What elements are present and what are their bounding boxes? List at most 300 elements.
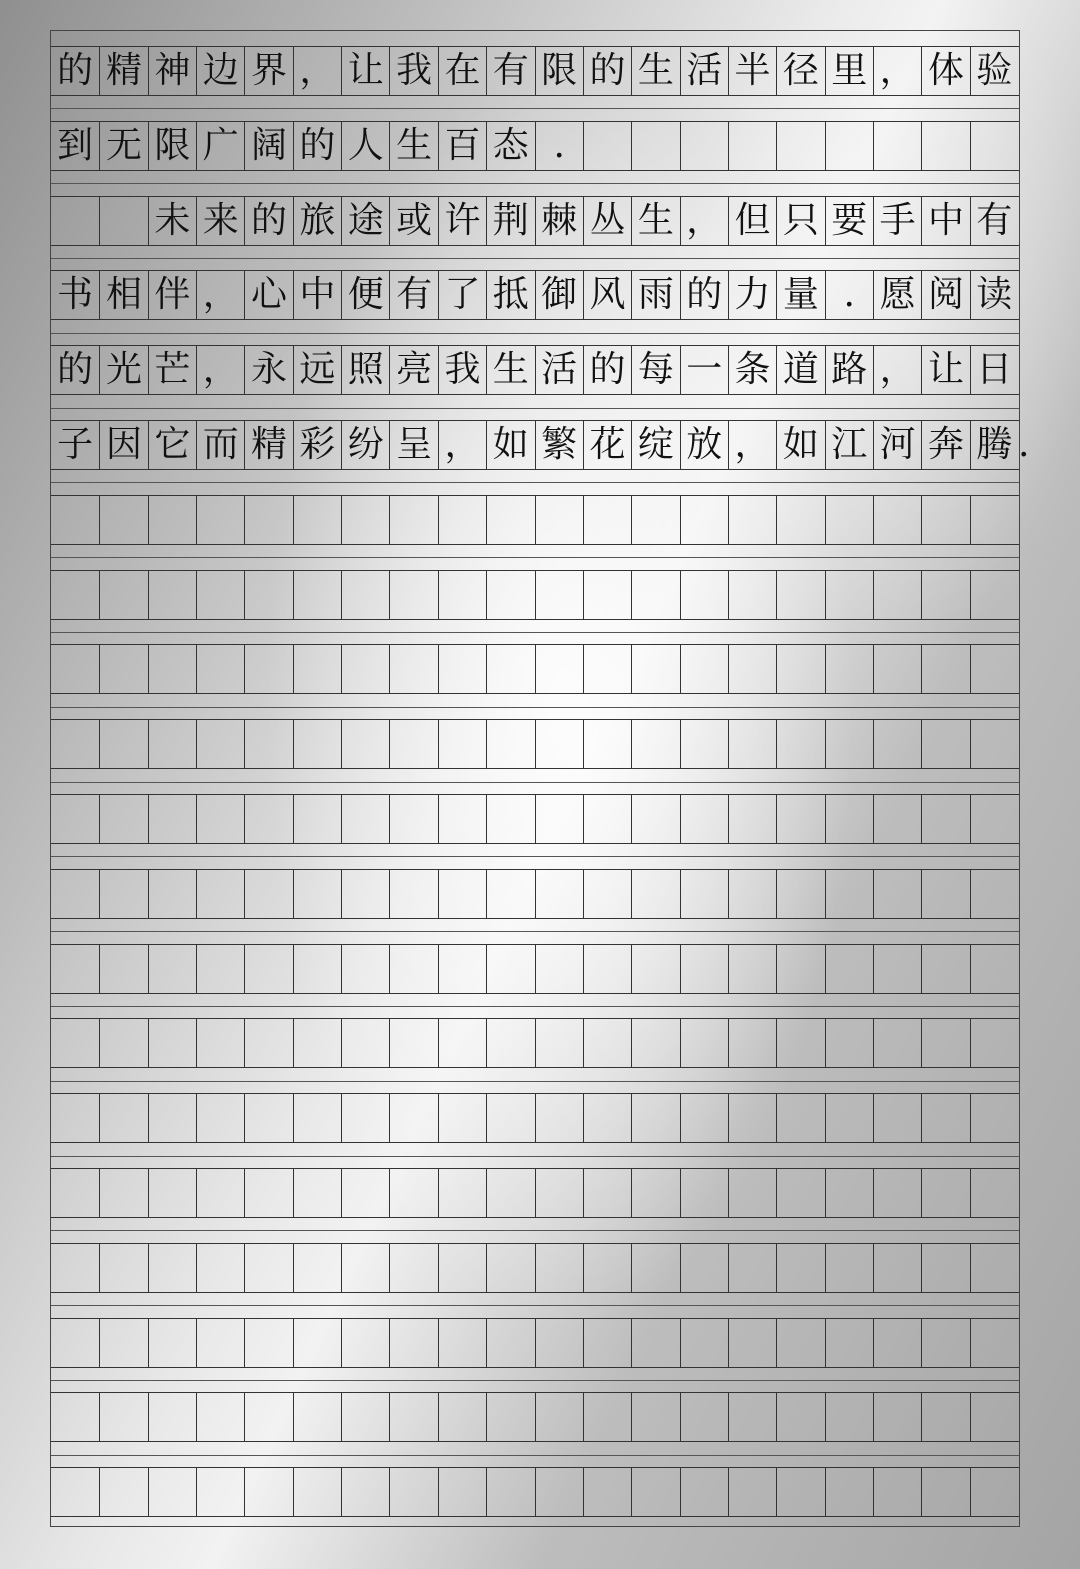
grid-cell: 阅 [921,271,969,319]
grid-cell [99,571,147,619]
grid-cell [535,1094,583,1142]
grid-cell [438,1244,486,1292]
grid-cell [486,945,534,993]
grid-cell [631,1169,679,1217]
grid-cell: 旅 [293,197,341,245]
grid-cell [99,1169,147,1217]
grid-cell [728,870,776,918]
writing-grid-paper [50,30,1020,1527]
grid-cell [196,1169,244,1217]
grid-cell [51,496,99,544]
grid-cell [99,1244,147,1292]
grid-cell [148,720,196,768]
grid-cell [99,1468,147,1516]
grid-cell: . [825,271,873,319]
grid-cell [776,571,824,619]
grid-cell [970,496,1018,544]
grid-cell [583,496,631,544]
grid-cell [99,1094,147,1142]
grid-cell: 神 [148,47,196,95]
grid-cell: 读 [970,271,1018,319]
grid-cell: 有 [389,271,437,319]
grid-cell [486,496,534,544]
grid-cell [728,1468,776,1516]
grid-cell [583,1319,631,1367]
grid-cell [631,870,679,918]
grid-cell [51,870,99,918]
grid-cell [680,720,728,768]
grid-cell [921,1019,969,1067]
grid-cell [148,870,196,918]
grid-cell [970,1393,1018,1441]
grid-cell: 如 [486,421,534,469]
grid-cell [196,945,244,993]
grid-cell [970,122,1018,170]
grid-cell [680,1244,728,1292]
grid-cell [776,795,824,843]
grid-cell [341,496,389,544]
grid-cell: 繁 [535,421,583,469]
grid-cell [389,945,437,993]
grid-cell [825,1468,873,1516]
grid-cell: 日 [970,346,1018,394]
grid-cell: 让 [341,47,389,95]
grid-cell [486,795,534,843]
grid-cell: 相 [99,271,147,319]
grid-cell: ， [680,197,728,245]
grid-cell [341,1244,389,1292]
grid-cell [680,645,728,693]
grid-cell [825,1393,873,1441]
grid-cell [293,870,341,918]
grid-row [51,1168,1019,1218]
grid-cell [776,496,824,544]
grid-cell [921,496,969,544]
grid-row [51,570,1019,620]
grid-cell [148,945,196,993]
grid-cell [293,1319,341,1367]
grid-cell [389,1319,437,1367]
grid-cell: ， [196,346,244,394]
grid-cell [438,1094,486,1142]
grid-cell [631,1319,679,1367]
grid-cell: 我 [389,47,437,95]
grid-cell [680,945,728,993]
grid-cell: 了 [438,271,486,319]
grid-cell: 纷 [341,421,389,469]
grid-cell [341,1019,389,1067]
grid-cell [873,795,921,843]
grid-cell [244,870,292,918]
grid-cell [196,720,244,768]
grid-cell [970,1319,1018,1367]
grid-cell [970,1468,1018,1516]
grid-cell [244,1019,292,1067]
grid-cell: 的 [57,349,94,391]
row-spacer-line [51,408,1019,409]
grid-cell: 道 [776,346,824,394]
grid-cell [921,645,969,693]
grid-cell [921,1393,969,1441]
grid-cell [51,571,99,619]
grid-cell: 态 [486,122,534,170]
grid-cell: 生 [631,47,679,95]
grid-cell [970,1019,1018,1067]
row-spacer-line [51,1380,1019,1381]
grid-cell [293,720,341,768]
grid-cell: 抵 [486,271,534,319]
grid-cell: 一 [680,346,728,394]
grid-cell: 伴 [148,271,196,319]
grid-cell [535,720,583,768]
grid-cell [873,571,921,619]
grid-cell [99,1393,147,1441]
grid-cell: 生 [486,346,534,394]
row-spacer-line [51,782,1019,783]
grid-cell [825,571,873,619]
grid-cell [438,645,486,693]
grid-cell [583,1468,631,1516]
grid-cell: 里 [825,47,873,95]
grid-cell: 的 [583,47,631,95]
grid-cell [873,720,921,768]
grid-cell: 许 [438,197,486,245]
grid-cell [389,571,437,619]
grid-cell [389,1094,437,1142]
grid-cell [970,645,1018,693]
grid-cell [389,1393,437,1441]
grid-cell [776,645,824,693]
grid-cell [196,1393,244,1441]
grid-cell [583,795,631,843]
grid-cell [825,1019,873,1067]
grid-cell: 每 [631,346,679,394]
grid-cell: 中 [293,271,341,319]
grid-cell [825,1319,873,1367]
grid-cell: 路 [825,346,873,394]
row-spacer-line [51,1305,1019,1306]
grid-cell [776,945,824,993]
grid-cell [921,122,969,170]
grid-cell: 绽 [631,421,679,469]
grid-row [51,495,1019,545]
grid-cell [293,795,341,843]
grid-cell [486,870,534,918]
grid-cell: 无 [99,122,147,170]
grid-cell [728,496,776,544]
row-spacer-line [51,183,1019,184]
grid-cell: 只 [776,197,824,245]
grid-cell [51,720,99,768]
grid-cell: 生 [631,197,679,245]
grid-cell: 棘 [535,197,583,245]
grid-cell [583,1393,631,1441]
grid-cell [583,1169,631,1217]
grid-cell [680,1468,728,1516]
grid-cell [99,720,147,768]
grid-cell: 生 [389,122,437,170]
grid-cell [293,1468,341,1516]
grid-cell [486,645,534,693]
grid-cell [776,1019,824,1067]
grid-cell: 在 [438,47,486,95]
grid-cell: 界 [244,47,292,95]
grid-cell [244,1094,292,1142]
grid-cell [921,1094,969,1142]
grid-cell: 我 [438,346,486,394]
grid-cell: 有 [486,47,534,95]
grid-cell: 来 [196,197,244,245]
grid-cell [389,496,437,544]
grid-cell [341,1319,389,1367]
grid-cell: 径 [776,47,824,95]
grid-cell [341,870,389,918]
grid-cell: 芒 [148,346,196,394]
grid-cell [196,795,244,843]
grid-cell [728,1244,776,1292]
grid-cell [486,1393,534,1441]
grid-cell [196,870,244,918]
grid-cell [728,645,776,693]
grid-cell [921,1319,969,1367]
grid-row [51,196,1019,246]
grid-cell [99,645,147,693]
grid-cell [293,571,341,619]
grid-cell: 有 [970,197,1018,245]
grid-cell [921,1169,969,1217]
grid-cell [921,571,969,619]
grid-cell [680,1169,728,1217]
grid-cell [244,1468,292,1516]
grid-cell [486,1468,534,1516]
grid-cell [728,795,776,843]
grid-cell [99,870,147,918]
grid-cell [389,795,437,843]
grid-cell [535,1319,583,1367]
grid-cell [583,645,631,693]
grid-cell [873,1019,921,1067]
grid-cell [583,1019,631,1067]
grid-cell [680,1019,728,1067]
grid-cell [438,945,486,993]
grid-cell: 验 [970,47,1018,95]
grid-cell [341,1393,389,1441]
grid-cell [825,645,873,693]
grid-cell [196,1094,244,1142]
grid-cell [244,645,292,693]
grid-cell: 或 [389,197,437,245]
grid-cell [51,1094,99,1142]
grid-cell [728,571,776,619]
grid-cell [680,1319,728,1367]
grid-cell: 江 [825,421,873,469]
row-spacer-line [51,1156,1019,1157]
grid-cell [293,1094,341,1142]
grid-cell [728,1019,776,1067]
grid-cell [535,1169,583,1217]
grid-cell [51,197,99,245]
grid-cell: 百 [438,122,486,170]
grid-cell [244,1393,292,1441]
row-spacer-line [51,333,1019,334]
grid-row [51,270,1019,320]
grid-cell [341,945,389,993]
grid-cell [148,1244,196,1292]
grid-cell [776,1244,824,1292]
grid-cell: 限 [535,47,583,95]
row-spacer-line [51,707,1019,708]
row-spacer-line [51,1081,1019,1082]
grid-cell [51,1169,99,1217]
grid-cell [970,1244,1018,1292]
grid-cell [873,1468,921,1516]
grid-cell: 彩 [293,421,341,469]
grid-cell [51,1468,99,1516]
grid-cell [148,1468,196,1516]
grid-cell [583,720,631,768]
grid-cell [631,795,679,843]
grid-cell: 人 [341,122,389,170]
grid-cell [438,496,486,544]
grid-cell [631,122,679,170]
grid-cell [341,1094,389,1142]
grid-cell [293,1019,341,1067]
grid-cell [341,795,389,843]
grid-row [51,1243,1019,1293]
grid-cell [486,1169,534,1217]
grid-cell [51,1319,99,1367]
grid-cell: 阔 [244,122,292,170]
grid-cell [728,1393,776,1441]
grid-cell: 边 [196,47,244,95]
grid-cell [99,945,147,993]
grid-cell [776,1094,824,1142]
grid-cell: 腾 [970,421,1018,469]
grid-cell: ， [728,421,776,469]
row-spacer-line [51,1230,1019,1231]
grid-cell [148,645,196,693]
grid-cell: 奔 [921,421,969,469]
grid-cell: 活 [535,346,583,394]
grid-cell: 体 [921,47,969,95]
grid-cell [921,1244,969,1292]
grid-cell [51,945,99,993]
grid-cell [244,795,292,843]
grid-cell [583,122,631,170]
grid-cell [148,496,196,544]
grid-cell [486,1019,534,1067]
grid-cell [583,1244,631,1292]
grid-cell [341,720,389,768]
grid-cell [680,1094,728,1142]
grid-cell [486,720,534,768]
grid-cell [341,571,389,619]
grid-cell [873,1244,921,1292]
grid-cell: 御 [535,271,583,319]
grid-cell [680,870,728,918]
grid-cell [776,870,824,918]
grid-cell [293,645,341,693]
grid-cell [873,870,921,918]
grid-cell: 未 [148,197,196,245]
grid-cell: 的 [293,122,341,170]
grid-cell: 便 [341,271,389,319]
grid-cell [728,1094,776,1142]
grid-cell [244,1244,292,1292]
grid-cell: 远 [293,346,341,394]
grid-cell [244,1319,292,1367]
grid-cell [293,945,341,993]
grid-cell [486,571,534,619]
grid-cell [51,795,99,843]
grid-cell [438,571,486,619]
grid-cell [196,1019,244,1067]
grid-cell [438,1019,486,1067]
grid-cell [341,645,389,693]
grid-cell [873,496,921,544]
grid-row [51,944,1019,994]
grid-cell [51,1393,99,1441]
grid-cell [535,1468,583,1516]
grid-cell [825,945,873,993]
grid-row [51,46,1019,96]
grid-row [51,1018,1019,1068]
grid-cell [583,870,631,918]
grid-cell [196,1319,244,1367]
row-spacer-line [51,856,1019,857]
grid-cell: 因 [99,421,147,469]
grid-cell [631,1019,679,1067]
grid-cell: ， [873,346,921,394]
grid-cell [776,1319,824,1367]
grid-cell [389,1019,437,1067]
grid-cell [535,1244,583,1292]
grid-cell [970,870,1018,918]
grid-cell [438,1319,486,1367]
grid-cell [921,720,969,768]
grid-cell [970,1169,1018,1217]
grid-cell: . [535,122,583,170]
grid-cell [535,1019,583,1067]
grid-cell [535,571,583,619]
grid-cell: 而 [196,421,244,469]
grid-cell: 子 [57,424,94,465]
grid-cell [583,1094,631,1142]
grid-cell [680,122,728,170]
grid-cell: 丛 [583,197,631,245]
grid-cell [873,945,921,993]
grid-cell [921,870,969,918]
grid-cell [341,1468,389,1516]
grid-cell [728,720,776,768]
grid-cell: 的 [57,50,94,91]
grid-cell [389,1244,437,1292]
grid-cell: 活 [680,47,728,95]
grid-cell [99,496,147,544]
grid-cell: 到 [57,124,94,166]
grid-cell [921,945,969,993]
grid-cell: 呈 [389,421,437,469]
grid-row [51,719,1019,769]
row-spacer-line [51,931,1019,932]
grid-cell [631,1244,679,1292]
grid-cell: 要 [825,197,873,245]
grid-cell [728,122,776,170]
grid-cell: 的 [680,271,728,319]
grid-cell [438,720,486,768]
grid-cell: ， [438,421,486,469]
grid-cell [389,720,437,768]
